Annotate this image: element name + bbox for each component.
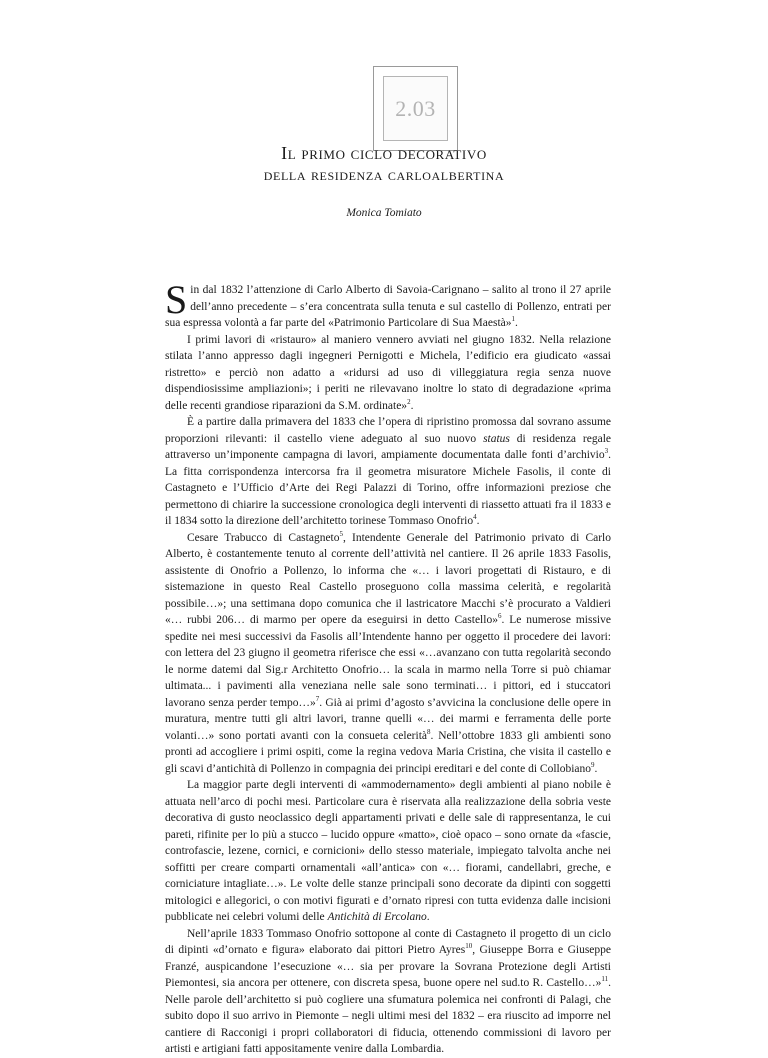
text-run: Nell’aprile 1833 Tommaso Onofrio sottopone al conte di Castagneto il progetto di un ciclo di dipinti «d’ornato e figura» elaborato dai pittori Pietro Ayres bbox=[165, 927, 611, 956]
text-run: I primi lavori di «ristauro» al maniero vennero avviati nel giugno 1832. Nella relazione stilata l’anno appresso dagli ingegneri Pernigotti e Michela, l’edificio era giudicato «assai ristretto» e perciò non adatto a «ridursi ad uso di villeggiatura regia senza nuove dispendiosissime ampliazioni»; i periti ne rilevavano inoltre lo stato di degradazione «prima delle recenti grandiose riparazioni da S.M. ordinate» bbox=[165, 333, 611, 412]
footnote-marker: 6 bbox=[497, 612, 502, 621]
text-run: . Le numerose missive spedite nei mesi successivi da Fasolis all’Intendente hanno per oggetto il procedere dei lavori: con lettera del 23 giugno il geometra riferisce che essi «…avanzano con tutta regolarità secondo le norme datemi dal Sig.r Architetto Onofrio… la scala in marmo nella Torre si può chiamar ultimata... i pavimenti alla veneziana nelle sale sono terminati… i pittori, ed i stuccatori lavorano senza perder tempo…» bbox=[165, 614, 611, 709]
body-paragraph bbox=[165, 414, 611, 530]
text-run: . La fitta corrispondenza intercorsa fra il geometra misuratore Michele Fasolis, il conte di Castagneto e l’Ufficio d’Arte dei Regi Palazzi di Torino, offre informazioni preziose che permettono di chiarire la successione cronologica degli interventi di riassetto attuati fra il 1833 e il 1834 sotto la direzione dell’architetto torinese Tommaso Onofrio bbox=[165, 449, 611, 527]
section-number-frame bbox=[383, 76, 448, 141]
text-run: , Giuseppe Borra e Giuseppe Franzé, auspicandone l’esecuzione «… sia per provare la Sovrana Protezione degli Artisti Piemontesi, sia ancora per ottenere, con discreta spesa, buone opere nel sud.to R. Castello…» bbox=[165, 944, 611, 989]
footnote-marker: 3 bbox=[604, 447, 609, 456]
footnote-marker: 7 bbox=[315, 694, 320, 703]
author-name: Monica Tomiato bbox=[346, 207, 422, 219]
body-paragraph bbox=[165, 926, 611, 1058]
footnote-marker: 11 bbox=[601, 975, 609, 984]
text-run: . Nelle parole dell’architetto si può cogliere una sfumatura polemica nei confronti di Palagi, che subito dopo il suo arrivo in Piemonte – negli ultimi mesi del 1832 – era riuscito ad imporre nel cantiere di Racconigi i propri collaboratori di fiducia, ottenendo commissioni di lavoro per artisti e artigiani fatti appositamente venire dalla Lombardia. bbox=[165, 977, 611, 1055]
text-run: in dal 1832 l’attenzione di Carlo Alberto di Savoia-Carignano – salito al trono il 27 aprile dell’anno precedente – s’era concentrata sulla tenuta e sul castello di Pollenzo, entrati per sua espressa volontà a far parte del «Patrimonio Particolare di Sua Maestà» bbox=[165, 284, 611, 329]
chapter-title-line-2: della residenza carloalbertina bbox=[263, 165, 505, 184]
body-paragraph bbox=[165, 332, 611, 415]
italic-text: Antichità di Ercolano bbox=[327, 911, 427, 923]
footnote-marker: 2 bbox=[407, 397, 411, 406]
text-run: . bbox=[476, 515, 480, 527]
footnote-marker: 9 bbox=[591, 760, 595, 769]
text-run: , Intendente Generale del Patrimonio privato di Carlo Alberto, è costantemente tenuto al corrente dell’attività nel cantiere. Il 26 aprile 1833 Fasolis, assistente di Onofrio a Pollenzo, lo informa che «… i lavori progettati di Ristauro, e di sistemazione in questo Real Castello proseguono colla massima celerità, e regolarità possibile…»; una settimana dopo comunica che il lastricatore Macchi s’è procurato a Valdieri «… rubbi 206… di marmo per opere da eseguirsi in detto Castello» bbox=[165, 531, 612, 626]
text-run: . bbox=[426, 911, 430, 923]
text-run: . bbox=[515, 317, 518, 329]
footnote-marker: 4 bbox=[473, 513, 477, 522]
section-number-box bbox=[373, 66, 458, 151]
body-paragraph bbox=[165, 277, 611, 332]
text-run: . Nell’ottobre 1833 gli ambienti sono pronti ad accogliere i primi ospiti, come la regina vedova Maria Cristina, che visita il castello e gli scavi d’antichità di Pollenzo in compagnia dei principi ereditari e del conte di Collobiano bbox=[165, 729, 611, 775]
section-number: 2.03 bbox=[395, 95, 436, 121]
footnote-marker: 10 bbox=[465, 942, 473, 951]
text-run: La maggior parte degli interventi di «ammodernamento» degli ambienti al piano nobile è attuata nell’arco di pochi mesi. Particolare cura è riservata alla realizzazione della sobria veste decorativa di gusto neoclassico degli appartamenti privati e delle sale di rappresentanza, le cui pareti, rifinite per lo più a stucco – lucido oppure «matto», cioè opaco – sono ornate da «fascie, controfascie, lezene, cornici, e cornicioni» dello stesso materiale, impiegato talvolta anche nei soffitti per creare comparti ornamentali «all’antica» con «… fiorami, candellabri, greche, e corniciature intagliate…». Le volte delle stanze principali sono decorate da dipinti con soggetti mitologici e allegorici, o con motivi figurati e d’ornato ripresi con tutta evidenza dalle incisioni pubblicate nei celebri volumi delle bbox=[165, 779, 611, 923]
text-run: . Già ai primi d’agosto s’avvicina la conclusione delle opere in muratura, mentre tutti gli altri lavori, tranne quelli «… dei marmi e ferramenta delle porte volanti…» sono portati avanti con la consueta celerità bbox=[165, 696, 611, 742]
text-run: . bbox=[410, 399, 414, 412]
article-body bbox=[165, 277, 612, 1058]
footnote-marker: 5 bbox=[339, 529, 344, 538]
italic-text: status bbox=[483, 432, 510, 445]
footnote-marker: 8 bbox=[427, 727, 431, 736]
body-paragraph bbox=[165, 777, 611, 926]
text-run: di residenza regale attraverso un’imponente campagna di lavori, ampiamente documentata dalle fonti d’archivio bbox=[165, 432, 612, 461]
footnote-marker: 1 bbox=[511, 315, 515, 324]
chapter-title-line-1: Il primo ciclo decorativo bbox=[281, 143, 487, 163]
text-run: . bbox=[594, 762, 598, 775]
text-run: Cesare Trabucco di Castagneto bbox=[187, 531, 340, 544]
body-paragraph bbox=[165, 530, 611, 778]
drop-cap: S bbox=[165, 277, 188, 322]
text-run: È a partire dalla primavera del 1833 che l’opera di ripristino promossa dal sovrano assume proporzioni rilevanti: il castello viene adeguato al suo nuovo bbox=[165, 416, 611, 445]
